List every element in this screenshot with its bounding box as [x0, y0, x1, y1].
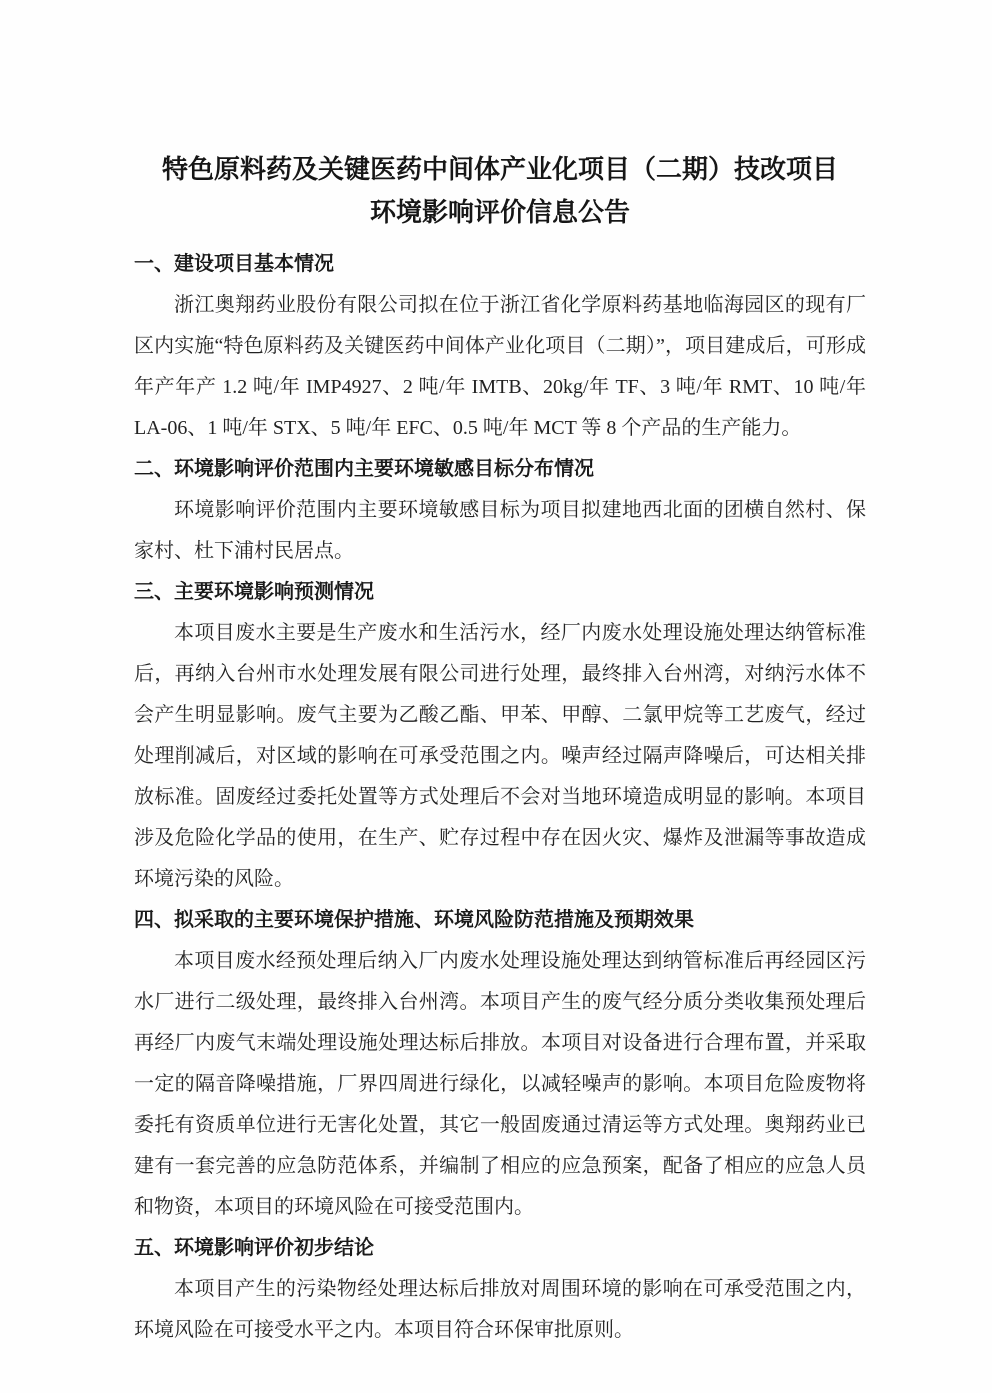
section-3-impact-prediction [134, 572, 866, 900]
section-1-heading: 一、建设项目基本情况 [134, 253, 334, 275]
section-1-project-overview [134, 244, 866, 449]
section-3-paragraph: 本项目废水主要是生产废水和生活污水，经厂内废水处理设施处理达纳管标准后，再纳入台州市水处理发展有限公司进行处理，最终排入台州湾，对纳污水体不会产生明显影响。废气主要为乙酸乙酯、甲苯、甲醇、二氯甲烷等工艺废气，经过处理削减后，对区域的影响在可承受范围之内。噪声经过隔声降噪后，可达相关排放标准。固废经过委托处置等方式处理后不会对当地环境造成明显的影响。本项目涉及危险化学品的使用，在生产、贮存过程中存在因火灾、爆炸及泄漏等事故造成环境污染的风险。 [134, 622, 866, 890]
section-2-sensitive-targets [134, 449, 866, 572]
section-3-heading: 三、主要环境影响预测情况 [134, 581, 374, 603]
section-4-heading: 四、拟采取的主要环境保护措施、环境风险防范措施及预期效果 [134, 909, 694, 931]
section-4-paragraph: 本项目废水经预处理后纳入厂内废水处理设施处理达到纳管标准后再经园区污水厂进行二级处理，最终排入台州湾。本项目产生的废气经分质分类收集预处理后再经厂内废气末端处理设施处理达标后排放。本项目对设备进行合理布置，并采取一定的隔音降噪措施，厂界四周进行绿化，以减轻噪声的影响。本项目危险废物将委托有资质单位进行无害化处置，其它一般固废通过清运等方式处理。奥翔药业已建有一套完善的应急防范体系，并编制了相应的应急预案，配备了相应的应急人员和物资，本项目的环境风险在可接受范围内。 [134, 950, 866, 1218]
section-5-preliminary-conclusion [134, 1228, 866, 1351]
document-title-line-2: 环境影响评价信息公告 [369, 197, 630, 227]
section-5-paragraph: 本项目产生的污染物经处理达标后排放对周围环境的影响在可承受范围之内，环境风险在可接受水平之内。本项目符合环保审批原则。 [134, 1278, 866, 1341]
section-5-heading: 五、环境影响评价初步结论 [134, 1237, 374, 1259]
section-2-heading: 二、环境影响评价范围内主要环境敏感目标分布情况 [134, 458, 594, 480]
section-4-protection-measures [134, 900, 866, 1228]
section-2-paragraph: 环境影响评价范围内主要环境敏感目标为项目拟建地西北面的团横自然村、保家村、杜下浦村民居点。 [134, 499, 866, 562]
section-1-paragraph: 浙江奥翔药业股份有限公司拟在位于浙江省化学原料药基地临海园区的现有厂区内实施“特色原料药及关键医药中间体产业化项目（二期）”，项目建成后，可形成年产年产 1.2 吨/年 IMP4927、2 吨/年 IMTB、20kg/年 TF、3 吨/年 RMT、10 吨/年 LA-06、1 吨/年 STX、5 吨/年 EFC、0.5 吨/年 MCT 等 8 个产品的生产能力。 [134, 294, 866, 439]
document-title-line-1: 特色原料药及关键医药中间体产业化项目（二期）技改项目 [161, 154, 838, 184]
